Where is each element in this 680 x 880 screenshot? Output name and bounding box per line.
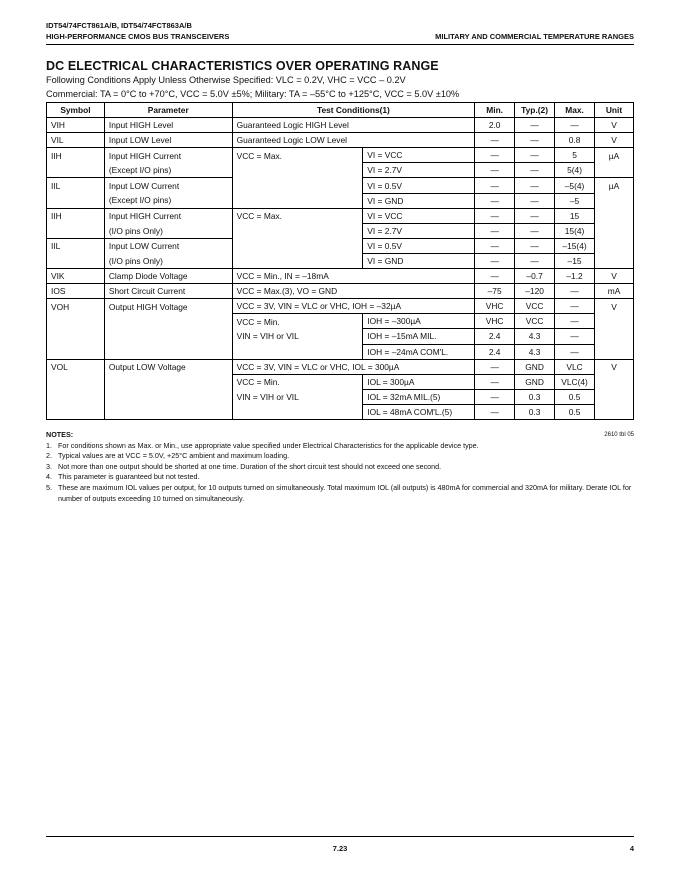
cell-empty	[595, 193, 634, 208]
header-subtitle: HIGH-PERFORMANCE CMOS BUS TRANSCEIVERS	[46, 32, 230, 41]
cell-typ: VCC	[515, 299, 555, 314]
table-row	[47, 299, 634, 314]
cell-empty	[232, 253, 363, 268]
cell-empty	[104, 374, 232, 389]
table-row	[47, 118, 634, 133]
cell-parameter-note: (I/O pins Only)	[104, 253, 232, 268]
table-row	[47, 223, 634, 238]
cell-symbol: VIH	[47, 118, 105, 133]
cell-max: –15	[555, 253, 595, 268]
table-row	[47, 148, 634, 163]
header-rule	[46, 44, 634, 45]
cell-max: VLC(4)	[555, 374, 595, 389]
cell-empty	[47, 253, 105, 268]
cell-empty	[47, 314, 105, 329]
cell-typ: —	[515, 208, 555, 223]
table-row	[47, 344, 634, 359]
cell-max: VLC	[555, 359, 595, 374]
cell-condition: VCC = Min., IN = –18mA	[232, 269, 475, 284]
footer-rule	[46, 836, 634, 837]
cell-empty	[232, 193, 363, 208]
cell-empty	[595, 389, 634, 404]
cell-min: —	[475, 133, 515, 148]
cell-symbol: IIH	[47, 208, 105, 223]
cell-max: —	[555, 284, 595, 299]
cell-subcondition: IOH = –15mA MIL.	[363, 329, 475, 344]
cell-subcondition: VI = 2.7V	[363, 223, 475, 238]
section-title: DC ELECTRICAL CHARACTERISTICS OVER OPERATING RANGE	[46, 59, 439, 73]
note-item: 3. Not more than one output should be shorted at one time. Duration of the short circuit test should not exceed one second.	[46, 461, 442, 471]
table-row	[47, 208, 634, 223]
table-row	[47, 329, 634, 344]
cell-condition: VCC = Max.	[232, 148, 363, 163]
cell-max: —	[555, 314, 595, 329]
cell-parameter: Output HIGH Voltage	[104, 299, 232, 314]
cell-max: 5(4)	[555, 163, 595, 178]
cell-typ: —	[515, 118, 555, 133]
cell-subcondition: VI = 0.5V	[363, 178, 475, 193]
header-typ: Typ.(2)	[515, 103, 555, 118]
table-row	[47, 389, 634, 404]
cell-parameter: Input LOW Current	[104, 178, 232, 193]
cell-empty	[595, 314, 634, 329]
cell-subcondition: VI = 2.7V	[363, 163, 475, 178]
header-min: Min.	[475, 103, 515, 118]
cell-min: —	[475, 208, 515, 223]
page-header	[46, 20, 634, 42]
cell-empty	[47, 223, 105, 238]
table-row	[47, 314, 634, 329]
cell-parameter-note: (I/O pins Only)	[104, 223, 232, 238]
cell-symbol: VIL	[47, 133, 105, 148]
cell-typ: 4.3	[515, 329, 555, 344]
cell-condition: VCC = 3V, VIN = VLC or VHC, IOL = 300µA	[232, 359, 475, 374]
table-row	[47, 284, 634, 299]
table-row	[47, 269, 634, 284]
cell-min: —	[475, 404, 515, 419]
cell-min: —	[475, 374, 515, 389]
cell-max: 15(4)	[555, 223, 595, 238]
cell-symbol: IIL	[47, 238, 105, 253]
cell-parameter: Input HIGH Level	[104, 118, 232, 133]
cell-unit: V	[595, 133, 634, 148]
table-row	[47, 253, 634, 268]
cell-max: –5	[555, 193, 595, 208]
cell-condition: VCC = Min.	[232, 374, 363, 389]
cell-empty	[595, 208, 634, 223]
cell-empty	[232, 344, 363, 359]
cell-min: —	[475, 223, 515, 238]
cell-typ: GND	[515, 374, 555, 389]
cell-empty	[104, 344, 232, 359]
cell-max: —	[555, 344, 595, 359]
cell-unit: V	[595, 299, 634, 314]
cell-min: VHC	[475, 299, 515, 314]
cell-subcondition: IOL = 300µA	[363, 374, 475, 389]
cell-typ: —	[515, 148, 555, 163]
cell-symbol: IIH	[47, 148, 105, 163]
cell-subcondition: IOL = 32mA MIL.(5)	[363, 389, 475, 404]
cell-min: –75	[475, 284, 515, 299]
cell-condition: VIN = VIH or VIL	[232, 329, 363, 344]
cell-symbol: VIK	[47, 269, 105, 284]
cell-min: —	[475, 359, 515, 374]
dc-characteristics-table	[46, 102, 634, 420]
cell-condition: Guaranteed Logic HIGH Level	[232, 118, 475, 133]
cell-empty	[232, 223, 363, 238]
cell-subcondition: IOH = –300µA	[363, 314, 475, 329]
cell-max: 0.5	[555, 404, 595, 419]
cell-max: —	[555, 329, 595, 344]
note-text: Not more than one output should be shorted at one time. Duration of the short circuit test should not exceed one second.	[58, 461, 442, 471]
note-text: For conditions shown as Max. or Min., use appropriate value specified under Electrical Characteristics for the applicable device type.	[58, 440, 479, 450]
cell-subcondition: VI = GND	[363, 193, 475, 208]
cell-empty	[232, 404, 363, 419]
part-number-line: IDT54/74FCT861A/B, IDT54/74FCT863A/B	[46, 21, 192, 30]
cell-parameter: Clamp Diode Voltage	[104, 269, 232, 284]
cell-max: –1.2	[555, 269, 595, 284]
cell-typ: 0.3	[515, 404, 555, 419]
cell-typ: —	[515, 223, 555, 238]
cell-parameter: Input HIGH Current	[104, 208, 232, 223]
cell-empty	[232, 163, 363, 178]
header-range: MILITARY AND COMMERCIAL TEMPERATURE RANGES	[435, 32, 634, 41]
cell-condition: Guaranteed Logic LOW Level	[232, 133, 475, 148]
cell-typ: —	[515, 163, 555, 178]
cell-parameter: Output LOW Voltage	[104, 359, 232, 374]
cell-empty	[595, 374, 634, 389]
cell-typ: 4.3	[515, 344, 555, 359]
cell-condition: VCC = 3V, VIN = VLC or VHC, IOH = –32µA	[232, 299, 475, 314]
header-parameter: Parameter	[104, 103, 232, 118]
header-unit: Unit	[595, 103, 634, 118]
cell-min: —	[475, 269, 515, 284]
table-row	[47, 359, 634, 374]
header-test-conditions: Test Conditions(1)	[232, 103, 475, 118]
cell-max: 0.8	[555, 133, 595, 148]
table-row	[47, 133, 634, 148]
cell-parameter: Short Circuit Current	[104, 284, 232, 299]
cell-symbol: IIL	[47, 178, 105, 193]
page-number: 4	[629, 844, 634, 853]
cell-empty	[595, 404, 634, 419]
header-symbol: Symbol	[47, 103, 105, 118]
conditions-line-1: Following Conditions Apply Unless Otherwise Specified: VLC = 0.2V, VHC = VCC – 0.2V	[46, 75, 406, 85]
note-text: These are maximum IOL values per output, for 10 outputs turned on simultaneously. Total maximum IOL (all outputs) is 480mA for commercial and 320mA for military. Derate IOL for number of outputs exceeding 10 turned on simultaneously.	[58, 482, 632, 503]
cell-typ: —	[515, 178, 555, 193]
cell-unit: V	[595, 359, 634, 374]
cell-max: 15	[555, 208, 595, 223]
cell-empty	[104, 314, 232, 329]
cell-subcondition: IOH = –24mA COM'L.	[363, 344, 475, 359]
cell-max: 5	[555, 148, 595, 163]
cell-empty	[595, 238, 634, 253]
cell-typ: –120	[515, 284, 555, 299]
note-item: 1. For conditions shown as Max. or Min., use appropriate value specified under Electrical Characteristics for the applicable device type.	[46, 440, 479, 450]
cell-parameter-note: (Except I/O pins)	[104, 163, 232, 178]
cell-empty	[47, 329, 105, 344]
note-item: 4. This parameter is guaranteed but not tested.	[46, 472, 200, 482]
table-header-row	[47, 103, 634, 118]
cell-min: VHC	[475, 314, 515, 329]
cell-unit: V	[595, 269, 634, 284]
cell-max: –15(4)	[555, 238, 595, 253]
cell-min: 2.4	[475, 329, 515, 344]
cell-condition: VCC = Max.(3), VO = GND	[232, 284, 475, 299]
cell-max: 0.5	[555, 389, 595, 404]
cell-typ: –0.7	[515, 269, 555, 284]
cell-subcondition: VI = GND	[363, 253, 475, 268]
cell-parameter: Input LOW Level	[104, 133, 232, 148]
cell-empty	[47, 193, 105, 208]
table-row	[47, 374, 634, 389]
cell-typ: —	[515, 133, 555, 148]
cell-unit: mA	[595, 284, 634, 299]
table-row	[47, 193, 634, 208]
cell-min: 2.4	[475, 344, 515, 359]
cell-condition: VIN = VIH or VIL	[232, 389, 363, 404]
cell-symbol: IOS	[47, 284, 105, 299]
cell-empty	[595, 223, 634, 238]
table-row	[47, 163, 634, 178]
cell-empty	[232, 178, 363, 193]
cell-min: —	[475, 163, 515, 178]
cell-symbol: VOH	[47, 299, 105, 314]
cell-min: —	[475, 148, 515, 163]
cell-subcondition: VI = VCC	[363, 208, 475, 223]
conditions-line-2: Commercial: TA = 0°C to +70°C, VCC = 5.0V ±5%; Military: TA = –55°C to +125°C, VCC = 5.0V ±10%	[46, 89, 460, 99]
cell-empty	[595, 344, 634, 359]
cell-symbol: VOL	[47, 359, 105, 374]
table-row	[47, 178, 634, 193]
cell-min: —	[475, 193, 515, 208]
table-reference-tag: 2610 tbl 05	[604, 432, 634, 438]
cell-typ: VCC	[515, 314, 555, 329]
cell-typ: —	[515, 193, 555, 208]
cell-unit: µA	[595, 148, 634, 163]
cell-subcondition: VI = VCC	[363, 148, 475, 163]
cell-empty	[47, 404, 105, 419]
cell-min: —	[475, 253, 515, 268]
notes-heading: NOTES:	[46, 430, 74, 439]
cell-unit: µA	[595, 178, 634, 193]
cell-typ: 0.3	[515, 389, 555, 404]
notes-list	[46, 441, 634, 505]
footer-section-number: 7.23	[332, 844, 348, 853]
cell-min: 2.0	[475, 118, 515, 133]
cell-empty	[104, 404, 232, 419]
cell-min: —	[475, 178, 515, 193]
cell-empty	[47, 374, 105, 389]
cell-condition: VCC = Max.	[232, 208, 363, 223]
table-row	[47, 238, 634, 253]
cell-empty	[47, 344, 105, 359]
table-row	[47, 404, 634, 419]
cell-empty	[104, 329, 232, 344]
cell-unit: V	[595, 118, 634, 133]
cell-max: —	[555, 118, 595, 133]
cell-typ: —	[515, 238, 555, 253]
cell-subcondition: VI = 0.5V	[363, 238, 475, 253]
cell-empty	[104, 389, 232, 404]
cell-empty	[595, 253, 634, 268]
cell-parameter-note: (Except I/O pins)	[104, 193, 232, 208]
cell-min: —	[475, 238, 515, 253]
cell-max: —	[555, 299, 595, 314]
cell-typ: —	[515, 253, 555, 268]
cell-typ: GND	[515, 359, 555, 374]
note-item: 2. Typical values are at VCC = 5.0V, +25°C ambient and maximum loading.	[46, 451, 290, 461]
cell-parameter: Input HIGH Current	[104, 148, 232, 163]
cell-min: —	[475, 389, 515, 404]
notes-section	[46, 430, 634, 504]
cell-empty	[47, 389, 105, 404]
header-max: Max.	[555, 103, 595, 118]
note-text: This parameter is guaranteed but not tested.	[58, 472, 200, 482]
cell-empty	[595, 329, 634, 344]
cell-condition: VCC = Min.	[232, 314, 363, 329]
cell-empty	[232, 238, 363, 253]
note-item: 5. These are maximum IOL values per output, for 10 outputs turned on simultaneously. Total maximum IOL (all outputs) is 480mA for commercial and 320mA for military. Derate IOL for number of outputs exceeding 10 turned on simultaneously.	[46, 482, 632, 503]
cell-subcondition: IOL = 48mA COM'L.(5)	[363, 404, 475, 419]
cell-empty	[47, 163, 105, 178]
note-text: Typical values are at VCC = 5.0V, +25°C ambient and maximum loading.	[58, 451, 290, 461]
cell-max: –5(4)	[555, 178, 595, 193]
cell-parameter: Input LOW Current	[104, 238, 232, 253]
cell-empty	[595, 163, 634, 178]
